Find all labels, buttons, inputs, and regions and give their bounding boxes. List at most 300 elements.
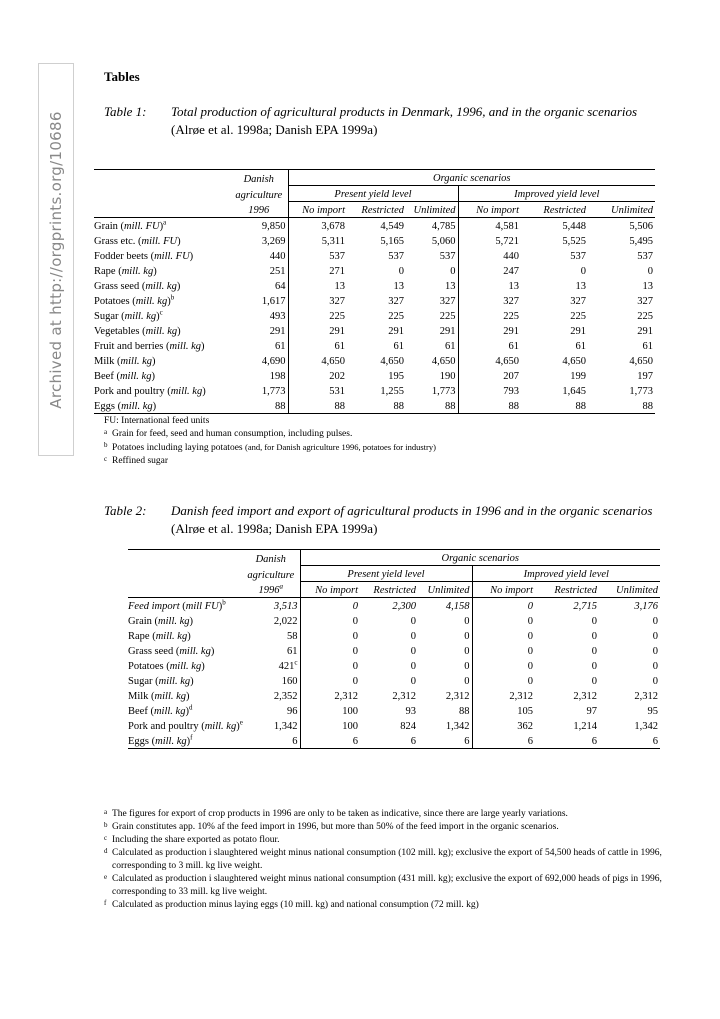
table1-row	[94, 368, 655, 383]
table1-cell	[347, 278, 406, 293]
footnote-text: Calculated as production i slaughtered weight minus national consumption (102 mill. kg); exclusive the export of 54,500 heads of cattle in 1996, corresponding to 3 mill. kg live weight.	[112, 848, 662, 871]
row-unit: mill. FU	[154, 251, 190, 262]
cell-value: 88	[508, 401, 519, 412]
table2-cell	[599, 628, 660, 643]
cell-value: 13	[445, 281, 456, 292]
cell-value: 6	[352, 736, 358, 747]
cell-value: 327	[388, 296, 404, 307]
table1-cell	[458, 353, 521, 368]
table2-cell	[360, 613, 418, 628]
cell-value: 4,690	[261, 356, 286, 367]
table1-row-label: Fruit and berries (mill. kg)	[94, 341, 205, 352]
row-name: Milk	[94, 356, 115, 367]
row-name: Grain	[128, 616, 152, 627]
table1-cell	[588, 383, 655, 398]
table2-footnote	[104, 873, 664, 899]
cell-value: 197	[637, 371, 654, 382]
table1-col-header: Unlimited	[406, 202, 458, 218]
cell-value: 271	[329, 266, 345, 277]
table1-row	[94, 323, 655, 338]
cell-value: 5,525	[562, 236, 586, 247]
table2-cell	[472, 628, 535, 643]
table2-cell	[242, 598, 300, 614]
table1-hdr-danish-1: Danish	[230, 170, 288, 186]
cell-value: 61	[334, 341, 345, 352]
footnote-mark: a	[104, 428, 108, 436]
cell-value: 2,312	[392, 691, 416, 702]
table1-row	[94, 353, 655, 368]
table2-col-header: No import	[300, 582, 360, 598]
table2-row-label: Eggs (mill. kg)$^f$	[128, 733, 242, 749]
table1-row-label: Grass seed (mill. kg)	[94, 281, 181, 292]
table2-hdr-danish-1: Danish	[242, 550, 300, 566]
table2-notes	[104, 808, 664, 912]
row-unit: mill. kg	[120, 356, 153, 367]
table1-cell	[588, 293, 655, 308]
table2-title: Danish feed import and export of agricultural products in 1996 and in the organic scenarios	[171, 503, 653, 518]
cell-value: 2,022	[273, 616, 298, 627]
table2-cell	[599, 718, 660, 733]
cell-value: 225	[503, 311, 519, 322]
footnote-text: Calculated as production i slaughtered weight minus national consumption (431 mill. kg); exclusive the export of 692,000 heads of pigs in 1996, corresponding to 33 mill. kg live weight.	[112, 874, 662, 897]
footnote-text: The figures for export of crop products in 1996 are only to be taken as indicative, since there are large yearly variations.	[112, 809, 568, 819]
table2-cell	[242, 703, 300, 718]
table2-cell	[472, 703, 535, 718]
cell-value: 4,549	[380, 221, 404, 232]
cell-value: 0	[591, 631, 597, 642]
table2-cell	[535, 613, 599, 628]
cell-value: 0	[647, 266, 654, 277]
cell-value: 291	[439, 326, 456, 337]
table2-cell	[300, 628, 360, 643]
cell-value: 4,650	[495, 356, 519, 367]
table1-cell	[458, 308, 521, 323]
cell-value: 0	[591, 646, 597, 657]
table1-cell	[521, 293, 588, 308]
cell-value: 1,645	[562, 386, 586, 397]
table2-cell	[418, 673, 472, 688]
cell-value: 1,342	[445, 721, 470, 732]
cell-value: 6	[464, 736, 470, 747]
table1-cell	[230, 293, 288, 308]
table1-cell	[588, 398, 655, 414]
table1-cell	[347, 263, 406, 278]
cell-value: 0	[410, 646, 416, 657]
footnote-text: Grain constitutes app. 10% af the feed import in 1996, but more than 50% of the feed import in the organic scenarios.	[112, 822, 559, 832]
cell-value: 0	[398, 266, 404, 277]
row-unit: mill FU	[185, 601, 219, 612]
table1-cell	[288, 293, 347, 308]
cell-value: 0	[652, 616, 659, 627]
table2-row	[128, 613, 660, 628]
table2-cell	[418, 628, 472, 643]
table2-cell	[360, 658, 418, 673]
table1-cell	[288, 233, 347, 248]
row-name: Fruit and berries	[94, 341, 164, 352]
table2-cell	[360, 688, 418, 703]
table2-citation: (Alrøe et al. 1998a; Danish EPA 1999a)	[171, 521, 378, 536]
cell-value: 537	[637, 251, 654, 262]
cell-value: 1,773	[629, 386, 654, 397]
cell-value: 327	[570, 296, 586, 307]
table2-cell	[418, 718, 472, 733]
table2-row	[128, 598, 660, 614]
table1-label: Table 1:	[104, 104, 147, 119]
table1-row-label: Beef (mill. kg)	[94, 371, 155, 382]
table1-caption	[104, 103, 664, 139]
cell-value: 4,158	[445, 601, 470, 612]
table2-cell	[599, 703, 660, 718]
footnote-mark: a	[104, 808, 108, 816]
cell-value: 0	[410, 616, 416, 627]
table1-row	[94, 383, 655, 398]
table1-cell	[288, 218, 347, 234]
cell-value: 1,773	[431, 386, 456, 397]
footnote-extra: (and, for Danish agriculture 1996, potatoes for industry)	[244, 442, 436, 452]
table1-cell	[588, 368, 655, 383]
table1-cell	[588, 233, 655, 248]
table2-row-label: Pork and poultry (mill. kg)$^e$	[128, 718, 243, 732]
cell-value: 0	[464, 661, 470, 672]
table2-cell	[300, 673, 360, 688]
table2-cell	[300, 688, 360, 703]
cell-value: 6	[292, 736, 298, 747]
cell-value: 5,165	[380, 236, 404, 247]
table1-footnote	[104, 428, 664, 441]
table1-cell	[230, 353, 288, 368]
cell-value: 440	[503, 251, 519, 262]
cell-value: 5,448	[562, 221, 586, 232]
table2-row-label: Sugar (mill. kg)	[128, 676, 194, 687]
cell-value: 88	[393, 401, 404, 412]
cell-value: 207	[503, 371, 519, 382]
table2-footnote	[104, 899, 664, 912]
table1-col-header: No import	[288, 202, 347, 218]
table1-cell	[458, 398, 521, 414]
cell-value: 61	[642, 341, 654, 352]
cell-value: 97	[586, 706, 597, 717]
cell-value: 1,617	[261, 296, 286, 307]
row-name: Beef	[94, 371, 114, 382]
row-name: Feed import	[128, 601, 180, 612]
table1-cell	[288, 338, 347, 353]
table1-cell	[406, 278, 458, 293]
cell-value: 362	[517, 721, 533, 732]
table1-row-label: Vegetables (mill. kg)	[94, 326, 181, 337]
footnote-mark: f	[104, 899, 107, 907]
cell-value: 5,311	[321, 236, 345, 247]
row-footnote-mark: c	[159, 308, 163, 317]
cell-value: 6	[410, 736, 416, 747]
cell-value: 2,312	[634, 691, 659, 702]
cell-value: 291	[269, 326, 286, 337]
table1-col-header: Unlimited	[588, 202, 655, 218]
cell-value: 421	[278, 661, 295, 672]
table2-caption	[104, 502, 664, 538]
table2-row	[128, 703, 660, 718]
row-unit: mill. kg	[121, 401, 153, 412]
table1-cell	[230, 218, 288, 234]
table1-cell	[588, 338, 655, 353]
table1-cell	[458, 338, 521, 353]
table1-row	[94, 248, 655, 263]
table1-cell	[458, 248, 521, 263]
cell-value: 5,506	[629, 221, 654, 232]
footnote-text: Potatoes including laying potatoes	[112, 443, 243, 453]
table2-col-header: Restricted	[360, 582, 418, 598]
cell-value: 4,650	[562, 356, 586, 367]
table1-footnote	[104, 415, 664, 428]
cell-value: 1,214	[573, 721, 597, 732]
cell-value: 6	[652, 736, 659, 747]
footnote-text: FU: International feed units	[104, 416, 210, 426]
cell-value: 1,773	[261, 386, 286, 397]
table2-cell	[300, 703, 360, 718]
table2-cell	[472, 688, 535, 703]
table2-cell	[599, 673, 660, 688]
table2-row-label: Feed import (mill FU)$^b$	[128, 598, 226, 612]
table1-hdr-present: Present yield level	[288, 186, 458, 202]
table1-cell	[347, 308, 406, 323]
table1-cell	[230, 383, 288, 398]
row-footnote-mark: e	[239, 718, 243, 727]
row-name: Grass etc.	[94, 236, 136, 247]
footnote-mark: b	[104, 821, 108, 829]
cell-value: 1,342	[273, 721, 298, 732]
table2-label: Table 2:	[104, 503, 147, 518]
table2-cell	[599, 598, 660, 614]
table1-cell	[458, 383, 521, 398]
row-name: Eggs	[128, 736, 149, 747]
table1-cell	[347, 398, 406, 414]
cell-value: 100	[342, 706, 358, 717]
cell-value: 88	[445, 401, 456, 412]
table1-cell	[588, 263, 655, 278]
table1-cell	[458, 323, 521, 338]
table1-cell	[230, 278, 288, 293]
table1-cell	[458, 278, 521, 293]
table1-hdr-improved: Improved yield level	[458, 186, 655, 202]
cell-value: 61	[575, 341, 586, 352]
table1-row	[94, 398, 655, 414]
row-unit: mill. kg	[135, 296, 168, 307]
table1-row-label: Pork and poultry (mill. kg)	[94, 386, 206, 397]
cell-value: 13	[575, 281, 586, 292]
cell-value: 537	[439, 251, 456, 262]
table1-footnote	[104, 455, 664, 468]
row-name: Grass seed	[128, 646, 174, 657]
table2-cell	[599, 688, 660, 703]
cell-value: 225	[439, 311, 456, 322]
table2-cell	[599, 613, 660, 628]
table2-cell	[535, 673, 599, 688]
cell-value: 0	[591, 616, 597, 627]
cell-value: 2,352	[273, 691, 298, 702]
table2-cell	[418, 703, 472, 718]
table2-cell	[360, 643, 418, 658]
table1-col-header: Restricted	[347, 202, 406, 218]
table1-col-header: Restricted	[521, 202, 588, 218]
table1-cell	[406, 368, 458, 383]
table2-cell	[535, 658, 599, 673]
cell-value: 225	[570, 311, 586, 322]
table2-row	[128, 643, 660, 658]
table2-footnote	[104, 847, 664, 873]
cell-value: 0	[652, 646, 659, 657]
table2-hdr-present: Present yield level	[300, 566, 472, 582]
row-name: Sugar	[94, 311, 119, 322]
table1-cell	[347, 353, 406, 368]
table2-cell	[300, 613, 360, 628]
table1-cell	[230, 368, 288, 383]
table1-cell	[458, 263, 521, 278]
cell-value: 327	[329, 296, 345, 307]
table1-cell	[588, 218, 655, 234]
cell-value: 88	[459, 706, 470, 717]
cell-value: 4,650	[431, 356, 456, 367]
cell-value: 2,715	[573, 601, 597, 612]
footnote-mark: d	[104, 847, 108, 855]
table2-footnote	[104, 808, 664, 821]
row-unit: mill. kg	[153, 706, 186, 717]
table2-row-label: Grass seed (mill. kg)	[128, 646, 215, 657]
cell-value: 9,850	[261, 221, 286, 232]
row-footnote-mark: b	[170, 293, 175, 302]
table1-cell	[521, 308, 588, 323]
table2-cell	[242, 733, 300, 749]
table1-row-label: Eggs (mill. kg)	[94, 398, 230, 414]
table1-cell	[521, 368, 588, 383]
table2-cell	[599, 658, 660, 673]
table1-title: Total production of agricultural products in Denmark, 1996, and in the organic scenarios	[171, 104, 638, 119]
table2-hdr-improved: Improved yield level	[472, 566, 660, 582]
footnote-mark: b	[104, 441, 108, 449]
table2-cell	[242, 643, 300, 658]
table2-cell	[300, 598, 360, 614]
table1-cell	[288, 323, 347, 338]
table1-cell	[521, 338, 588, 353]
table1-cell	[406, 263, 458, 278]
row-unit: mill. kg	[169, 661, 202, 672]
cell-value: 190	[439, 371, 456, 382]
cell-value: 3,176	[634, 601, 659, 612]
row-name: Sugar	[128, 676, 153, 687]
table2-cell	[535, 688, 599, 703]
table1-row-label: Grain (mill. FU)$^a$	[94, 218, 167, 232]
cell-value: 0	[352, 661, 358, 672]
cell-value: 0	[527, 631, 533, 642]
table1-row	[94, 308, 655, 323]
cell-value: 2,312	[573, 691, 597, 702]
table2-cell	[535, 703, 599, 718]
cell-value: 64	[275, 281, 286, 292]
table1-row	[94, 218, 655, 234]
table2-col-header: Unlimited	[599, 582, 660, 598]
table1-row-label: Milk (mill. kg)	[94, 356, 156, 367]
table2-cell	[472, 673, 535, 688]
table2-cell	[472, 643, 535, 658]
row-unit: mill. kg	[154, 691, 187, 702]
cell-value: 4,785	[431, 221, 456, 232]
cell-value: 13	[334, 281, 345, 292]
table1-cell	[588, 353, 655, 368]
table2-cell	[418, 658, 472, 673]
row-unit: mill. FU	[124, 221, 160, 232]
cell-value: 100	[342, 721, 358, 732]
table1-cell	[347, 293, 406, 308]
row-name: Grass seed	[94, 281, 140, 292]
cell-value: 0	[591, 676, 597, 687]
table1-cell	[588, 278, 655, 293]
table1-row-label: Rape (mill. kg)	[94, 266, 157, 277]
table1-row	[94, 233, 655, 248]
table1-cell	[288, 398, 347, 414]
table2-hdr-danish-2: agriculture	[242, 566, 300, 582]
cell-value: 13	[508, 281, 519, 292]
cell-value: 93	[405, 706, 416, 717]
cell-value: 251	[269, 266, 286, 277]
table2	[128, 549, 660, 749]
table1-cell	[288, 263, 347, 278]
table2-cell	[599, 643, 660, 658]
table1-cell	[288, 368, 347, 383]
footnote-mark: c	[104, 834, 108, 842]
cell-value: 291	[329, 326, 345, 337]
table1-cell	[406, 353, 458, 368]
table1-cell	[458, 293, 521, 308]
cell-value: 327	[439, 296, 456, 307]
table2-row-label: Milk (mill. kg)	[128, 691, 190, 702]
cell-value: 291	[388, 326, 404, 337]
row-name: Rape	[94, 266, 116, 277]
cell-value: 0	[464, 646, 470, 657]
table2-cell	[535, 718, 599, 733]
cell-value: 61	[445, 341, 456, 352]
table1-row-label: Grass etc. (mill. FU)	[94, 236, 181, 247]
table2-cell	[360, 628, 418, 643]
cell-value: 5,495	[629, 236, 654, 247]
table1-row	[94, 278, 655, 293]
table1-hdr-danish-2: agriculture	[230, 186, 288, 202]
row-name: Vegetables	[94, 326, 140, 337]
table1-cell	[347, 383, 406, 398]
cell-value: 3,513	[273, 601, 298, 612]
table2-cell	[472, 613, 535, 628]
table2-row	[128, 658, 660, 673]
footnote-text: Reffined sugar	[112, 456, 169, 466]
table1-cell	[230, 248, 288, 263]
row-name: Beef	[128, 706, 148, 717]
cell-value: 88	[575, 401, 586, 412]
table2-cell	[360, 733, 418, 749]
table2-cell	[418, 733, 472, 749]
table1-cell	[230, 398, 288, 414]
table1-cell	[288, 383, 347, 398]
cell-value: 0	[652, 631, 659, 642]
cell-value: 493	[269, 311, 286, 322]
table2-row	[128, 628, 660, 643]
table1-cell	[521, 218, 588, 234]
cell-footnote-mark: c	[294, 658, 298, 667]
cell-value: 61	[287, 646, 298, 657]
row-name: Eggs	[94, 401, 115, 412]
row-unit: mill. kg	[204, 721, 237, 732]
table2-cell	[535, 643, 599, 658]
table2-row	[128, 688, 660, 703]
table1-hdr-danish-3: 1996	[230, 202, 288, 218]
table2-cell	[535, 628, 599, 643]
table1-cell	[230, 308, 288, 323]
